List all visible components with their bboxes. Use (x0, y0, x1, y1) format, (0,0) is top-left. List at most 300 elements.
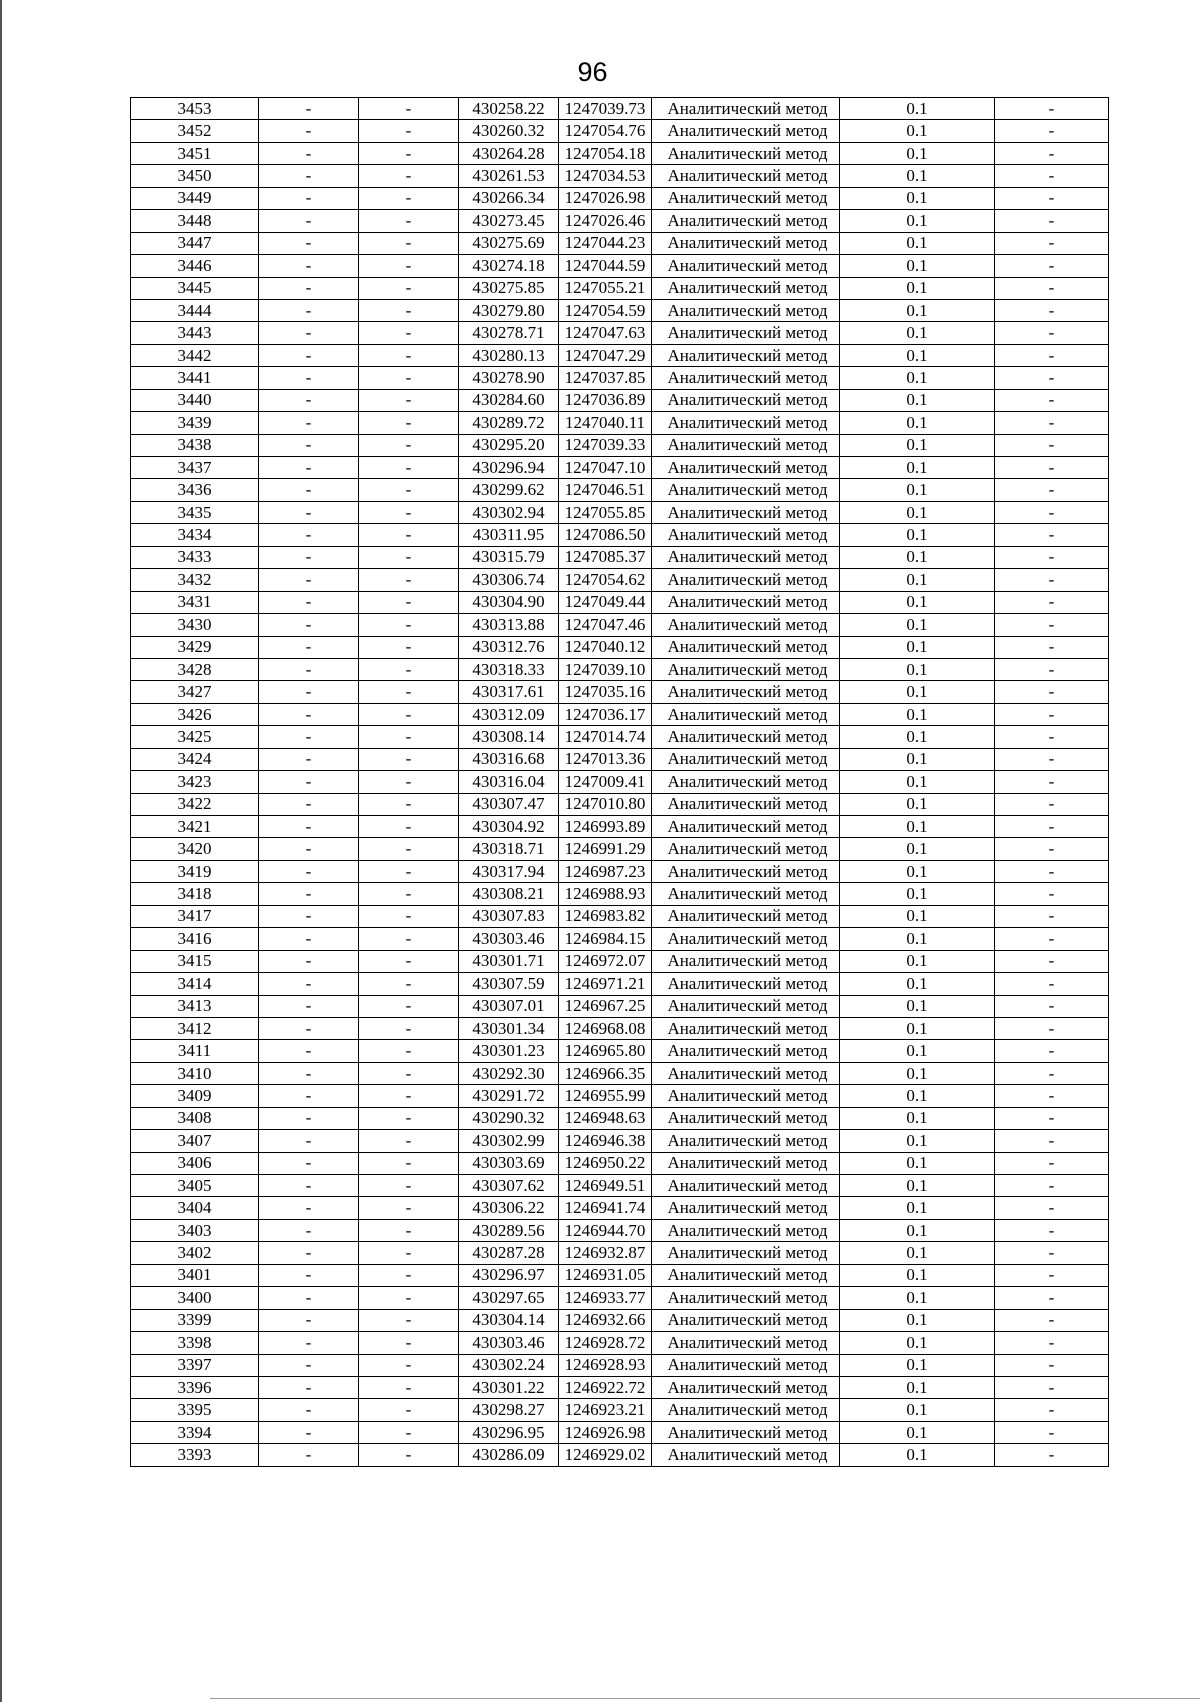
table-row (131, 479, 1109, 501)
dash-cell-b: - (359, 748, 459, 770)
dash-cell-c: - (995, 591, 1109, 613)
dash-cell-a: - (259, 1421, 359, 1443)
method-cell: Аналитический метод (652, 928, 840, 950)
method-cell: Аналитический метод (652, 434, 840, 456)
dash-cell-c: - (995, 1152, 1109, 1174)
accuracy-cell: 0.1 (840, 187, 995, 209)
x-coordinate-cell: 430301.22 (459, 1376, 559, 1398)
point-id-cell: 3426 (131, 703, 259, 725)
y-coordinate-cell: 1247054.18 (559, 142, 652, 164)
x-coordinate-cell: 430260.32 (459, 120, 559, 142)
dash-cell-b: - (359, 501, 459, 523)
point-id-cell: 3442 (131, 344, 259, 366)
dash-cell-b: - (359, 322, 459, 344)
x-coordinate-cell: 430316.04 (459, 771, 559, 793)
accuracy-cell: 0.1 (840, 98, 995, 120)
point-id-cell: 3403 (131, 1219, 259, 1241)
dash-cell-c: - (995, 142, 1109, 164)
dash-cell-b: - (359, 928, 459, 950)
dash-cell-a: - (259, 591, 359, 613)
dash-cell-a: - (259, 501, 359, 523)
dash-cell-a: - (259, 98, 359, 120)
method-cell: Аналитический метод (652, 546, 840, 568)
x-coordinate-cell: 430296.97 (459, 1264, 559, 1286)
table-row (131, 1219, 1109, 1241)
dash-cell-b: - (359, 793, 459, 815)
point-id-cell: 3423 (131, 771, 259, 793)
x-coordinate-cell: 430296.94 (459, 457, 559, 479)
y-coordinate-cell: 1246923.21 (559, 1399, 652, 1421)
y-coordinate-cell: 1247039.10 (559, 658, 652, 680)
dash-cell-b: - (359, 1242, 459, 1264)
point-id-cell: 3412 (131, 1017, 259, 1039)
dash-cell-b: - (359, 524, 459, 546)
dash-cell-a: - (259, 928, 359, 950)
dash-cell-a: - (259, 860, 359, 882)
dash-cell-a: - (259, 1062, 359, 1084)
method-cell: Аналитический метод (652, 905, 840, 927)
accuracy-cell: 0.1 (840, 569, 995, 591)
dash-cell-c: - (995, 658, 1109, 680)
table-row (131, 1085, 1109, 1107)
method-cell: Аналитический метод (652, 1242, 840, 1264)
scan-left-edge (0, 0, 2, 1702)
method-cell: Аналитический метод (652, 1399, 840, 1421)
table-row (131, 1399, 1109, 1421)
dash-cell-c: - (995, 905, 1109, 927)
dash-cell-a: - (259, 187, 359, 209)
point-id-cell: 3452 (131, 120, 259, 142)
x-coordinate-cell: 430301.71 (459, 950, 559, 972)
accuracy-cell: 0.1 (840, 1421, 995, 1443)
dash-cell-c: - (995, 1264, 1109, 1286)
dash-cell-b: - (359, 344, 459, 366)
dash-cell-c: - (995, 1332, 1109, 1354)
table-row (131, 120, 1109, 142)
accuracy-cell: 0.1 (840, 636, 995, 658)
table-row (131, 165, 1109, 187)
dash-cell-c: - (995, 232, 1109, 254)
dash-cell-c: - (995, 479, 1109, 501)
table-row (131, 434, 1109, 456)
dash-cell-a: - (259, 636, 359, 658)
dash-cell-c: - (995, 120, 1109, 142)
dash-cell-b: - (359, 389, 459, 411)
dash-cell-c: - (995, 816, 1109, 838)
point-id-cell: 3446 (131, 255, 259, 277)
table-row (131, 98, 1109, 120)
dash-cell-b: - (359, 98, 459, 120)
dash-cell-b: - (359, 636, 459, 658)
point-id-cell: 3445 (131, 277, 259, 299)
y-coordinate-cell: 1247040.12 (559, 636, 652, 658)
y-coordinate-cell: 1246926.98 (559, 1421, 652, 1443)
dash-cell-c: - (995, 434, 1109, 456)
point-id-cell: 3420 (131, 838, 259, 860)
point-id-cell: 3405 (131, 1175, 259, 1197)
dash-cell-c: - (995, 524, 1109, 546)
dash-cell-b: - (359, 1399, 459, 1421)
dash-cell-a: - (259, 142, 359, 164)
accuracy-cell: 0.1 (840, 1130, 995, 1152)
dash-cell-a: - (259, 277, 359, 299)
table-row (131, 838, 1109, 860)
x-coordinate-cell: 430302.24 (459, 1354, 559, 1376)
point-id-cell: 3407 (131, 1130, 259, 1152)
accuracy-cell: 0.1 (840, 412, 995, 434)
table-row (131, 860, 1109, 882)
y-coordinate-cell: 1247046.51 (559, 479, 652, 501)
table-row (131, 703, 1109, 725)
point-id-cell: 3430 (131, 614, 259, 636)
y-coordinate-cell: 1246967.25 (559, 995, 652, 1017)
method-cell: Аналитический метод (652, 1107, 840, 1129)
dash-cell-a: - (259, 973, 359, 995)
x-coordinate-cell: 430304.14 (459, 1309, 559, 1331)
method-cell: Аналитический метод (652, 726, 840, 748)
dash-cell-a: - (259, 995, 359, 1017)
method-cell: Аналитический метод (652, 389, 840, 411)
accuracy-cell: 0.1 (840, 950, 995, 972)
y-coordinate-cell: 1247049.44 (559, 591, 652, 613)
dash-cell-c: - (995, 950, 1109, 972)
x-coordinate-cell: 430275.85 (459, 277, 559, 299)
point-id-cell: 3431 (131, 591, 259, 613)
accuracy-cell: 0.1 (840, 1444, 995, 1466)
x-coordinate-cell: 430264.28 (459, 142, 559, 164)
table-row (131, 614, 1109, 636)
dash-cell-a: - (259, 457, 359, 479)
dash-cell-c: - (995, 995, 1109, 1017)
method-cell: Аналитический метод (652, 1175, 840, 1197)
accuracy-cell: 0.1 (840, 120, 995, 142)
accuracy-cell: 0.1 (840, 1219, 995, 1241)
dash-cell-b: - (359, 165, 459, 187)
dash-cell-b: - (359, 883, 459, 905)
point-id-cell: 3440 (131, 389, 259, 411)
accuracy-cell: 0.1 (840, 277, 995, 299)
dash-cell-b: - (359, 1421, 459, 1443)
table-row (131, 905, 1109, 927)
accuracy-cell: 0.1 (840, 434, 995, 456)
point-id-cell: 3433 (131, 546, 259, 568)
table-row (131, 210, 1109, 232)
table-row (131, 883, 1109, 905)
method-cell: Аналитический метод (652, 1062, 840, 1084)
accuracy-cell: 0.1 (840, 860, 995, 882)
dash-cell-a: - (259, 950, 359, 972)
x-coordinate-cell: 430295.20 (459, 434, 559, 456)
dash-cell-c: - (995, 277, 1109, 299)
dash-cell-b: - (359, 658, 459, 680)
y-coordinate-cell: 1246946.38 (559, 1130, 652, 1152)
x-coordinate-cell: 430303.46 (459, 928, 559, 950)
point-id-cell: 3413 (131, 995, 259, 1017)
table-row (131, 501, 1109, 523)
y-coordinate-cell: 1247055.21 (559, 277, 652, 299)
method-cell: Аналитический метод (652, 569, 840, 591)
dash-cell-c: - (995, 322, 1109, 344)
method-cell: Аналитический метод (652, 591, 840, 613)
dash-cell-b: - (359, 187, 459, 209)
dash-cell-a: - (259, 883, 359, 905)
dash-cell-a: - (259, 434, 359, 456)
accuracy-cell: 0.1 (840, 1287, 995, 1309)
y-coordinate-cell: 1246929.02 (559, 1444, 652, 1466)
y-coordinate-cell: 1246966.35 (559, 1062, 652, 1084)
x-coordinate-cell: 430278.71 (459, 322, 559, 344)
x-coordinate-cell: 430307.83 (459, 905, 559, 927)
point-id-cell: 3406 (131, 1152, 259, 1174)
accuracy-cell: 0.1 (840, 703, 995, 725)
dash-cell-b: - (359, 703, 459, 725)
point-id-cell: 3432 (131, 569, 259, 591)
y-coordinate-cell: 1247086.50 (559, 524, 652, 546)
table-row (131, 1175, 1109, 1197)
accuracy-cell: 0.1 (840, 299, 995, 321)
dash-cell-a: - (259, 412, 359, 434)
accuracy-cell: 0.1 (840, 479, 995, 501)
dash-cell-b: - (359, 1152, 459, 1174)
table-row (131, 793, 1109, 815)
y-coordinate-cell: 1246987.23 (559, 860, 652, 882)
x-coordinate-cell: 430261.53 (459, 165, 559, 187)
point-id-cell: 3443 (131, 322, 259, 344)
dash-cell-c: - (995, 883, 1109, 905)
dash-cell-a: - (259, 1130, 359, 1152)
dash-cell-a: - (259, 681, 359, 703)
point-id-cell: 3434 (131, 524, 259, 546)
dash-cell-b: - (359, 367, 459, 389)
dash-cell-b: - (359, 434, 459, 456)
y-coordinate-cell: 1246955.99 (559, 1085, 652, 1107)
dash-cell-a: - (259, 905, 359, 927)
table-row (131, 277, 1109, 299)
y-coordinate-cell: 1246928.72 (559, 1332, 652, 1354)
dash-cell-c: - (995, 681, 1109, 703)
y-coordinate-cell: 1246991.29 (559, 838, 652, 860)
y-coordinate-cell: 1246931.05 (559, 1264, 652, 1286)
dash-cell-c: - (995, 1197, 1109, 1219)
accuracy-cell: 0.1 (840, 614, 995, 636)
dash-cell-c: - (995, 973, 1109, 995)
method-cell: Аналитический метод (652, 1287, 840, 1309)
point-id-cell: 3421 (131, 816, 259, 838)
scan-bottom-edge (210, 1698, 1200, 1699)
method-cell: Аналитический метод (652, 344, 840, 366)
x-coordinate-cell: 430308.21 (459, 883, 559, 905)
dash-cell-c: - (995, 1376, 1109, 1398)
dash-cell-c: - (995, 1175, 1109, 1197)
method-cell: Аналитический метод (652, 142, 840, 164)
dash-cell-b: - (359, 277, 459, 299)
point-id-cell: 3408 (131, 1107, 259, 1129)
table-row (131, 995, 1109, 1017)
x-coordinate-cell: 430275.69 (459, 232, 559, 254)
x-coordinate-cell: 430318.33 (459, 658, 559, 680)
x-coordinate-cell: 430316.68 (459, 748, 559, 770)
y-coordinate-cell: 1246928.93 (559, 1354, 652, 1376)
accuracy-cell: 0.1 (840, 322, 995, 344)
method-cell: Аналитический метод (652, 479, 840, 501)
y-coordinate-cell: 1246950.22 (559, 1152, 652, 1174)
table-row (131, 1309, 1109, 1331)
accuracy-cell: 0.1 (840, 793, 995, 815)
dash-cell-a: - (259, 210, 359, 232)
accuracy-cell: 0.1 (840, 771, 995, 793)
dash-cell-c: - (995, 860, 1109, 882)
dash-cell-c: - (995, 367, 1109, 389)
x-coordinate-cell: 430291.72 (459, 1085, 559, 1107)
table-row (131, 748, 1109, 770)
dash-cell-a: - (259, 771, 359, 793)
method-cell: Аналитический метод (652, 860, 840, 882)
table-row (131, 1242, 1109, 1264)
y-coordinate-cell: 1247036.17 (559, 703, 652, 725)
table-row (131, 928, 1109, 950)
accuracy-cell: 0.1 (840, 1332, 995, 1354)
accuracy-cell: 0.1 (840, 995, 995, 1017)
table-row (131, 1332, 1109, 1354)
x-coordinate-cell: 430312.09 (459, 703, 559, 725)
method-cell: Аналитический метод (652, 1130, 840, 1152)
table-row (131, 591, 1109, 613)
dash-cell-b: - (359, 1062, 459, 1084)
y-coordinate-cell: 1247047.63 (559, 322, 652, 344)
dash-cell-b: - (359, 255, 459, 277)
method-cell: Аналитический метод (652, 816, 840, 838)
method-cell: Аналитический метод (652, 524, 840, 546)
y-coordinate-cell: 1246941.74 (559, 1197, 652, 1219)
dash-cell-b: - (359, 457, 459, 479)
method-cell: Аналитический метод (652, 614, 840, 636)
point-id-cell: 3404 (131, 1197, 259, 1219)
table-row (131, 412, 1109, 434)
point-id-cell: 3435 (131, 501, 259, 523)
accuracy-cell: 0.1 (840, 1152, 995, 1174)
dash-cell-a: - (259, 1399, 359, 1421)
dash-cell-a: - (259, 793, 359, 815)
dash-cell-a: - (259, 1197, 359, 1219)
x-coordinate-cell: 430303.69 (459, 1152, 559, 1174)
y-coordinate-cell: 1247047.46 (559, 614, 652, 636)
x-coordinate-cell: 430306.22 (459, 1197, 559, 1219)
table-row (131, 658, 1109, 680)
table-row (131, 1287, 1109, 1309)
table-row (131, 299, 1109, 321)
dash-cell-a: - (259, 255, 359, 277)
accuracy-cell: 0.1 (840, 1197, 995, 1219)
dash-cell-c: - (995, 412, 1109, 434)
table-row (131, 1062, 1109, 1084)
dash-cell-c: - (995, 299, 1109, 321)
dash-cell-a: - (259, 1354, 359, 1376)
x-coordinate-cell: 430278.90 (459, 367, 559, 389)
table-row (131, 1017, 1109, 1039)
accuracy-cell: 0.1 (840, 973, 995, 995)
dash-cell-a: - (259, 367, 359, 389)
dash-cell-a: - (259, 1040, 359, 1062)
y-coordinate-cell: 1247085.37 (559, 546, 652, 568)
dash-cell-b: - (359, 1107, 459, 1129)
dash-cell-a: - (259, 524, 359, 546)
x-coordinate-cell: 430296.95 (459, 1421, 559, 1443)
dash-cell-a: - (259, 1264, 359, 1286)
dash-cell-b: - (359, 1264, 459, 1286)
point-id-cell: 3453 (131, 98, 259, 120)
y-coordinate-cell: 1246922.72 (559, 1376, 652, 1398)
y-coordinate-cell: 1247026.46 (559, 210, 652, 232)
point-id-cell: 3417 (131, 905, 259, 927)
accuracy-cell: 0.1 (840, 726, 995, 748)
table-row (131, 636, 1109, 658)
dash-cell-a: - (259, 1175, 359, 1197)
dash-cell-b: - (359, 546, 459, 568)
dash-cell-a: - (259, 614, 359, 636)
x-coordinate-cell: 430304.90 (459, 591, 559, 613)
x-coordinate-cell: 430307.59 (459, 973, 559, 995)
method-cell: Аналитический метод (652, 165, 840, 187)
x-coordinate-cell: 430289.56 (459, 1219, 559, 1241)
x-coordinate-cell: 430306.74 (459, 569, 559, 591)
point-id-cell: 3441 (131, 367, 259, 389)
point-id-cell: 3437 (131, 457, 259, 479)
y-coordinate-cell: 1246965.80 (559, 1040, 652, 1062)
dash-cell-c: - (995, 98, 1109, 120)
method-cell: Аналитический метод (652, 1040, 840, 1062)
accuracy-cell: 0.1 (840, 1062, 995, 1084)
dash-cell-c: - (995, 1085, 1109, 1107)
table-row (131, 1107, 1109, 1129)
dash-cell-b: - (359, 1376, 459, 1398)
x-coordinate-cell: 430286.09 (459, 1444, 559, 1466)
accuracy-cell: 0.1 (840, 1175, 995, 1197)
method-cell: Аналитический метод (652, 501, 840, 523)
dash-cell-c: - (995, 748, 1109, 770)
y-coordinate-cell: 1247009.41 (559, 771, 652, 793)
point-id-cell: 3416 (131, 928, 259, 950)
accuracy-cell: 0.1 (840, 1309, 995, 1331)
dash-cell-b: - (359, 299, 459, 321)
dash-cell-a: - (259, 838, 359, 860)
accuracy-cell: 0.1 (840, 344, 995, 366)
dash-cell-b: - (359, 412, 459, 434)
dash-cell-b: - (359, 950, 459, 972)
dash-cell-a: - (259, 322, 359, 344)
x-coordinate-cell: 430301.23 (459, 1040, 559, 1062)
point-id-cell: 3397 (131, 1354, 259, 1376)
accuracy-cell: 0.1 (840, 1264, 995, 1286)
table-row (131, 1376, 1109, 1398)
accuracy-cell: 0.1 (840, 210, 995, 232)
x-coordinate-cell: 430299.62 (459, 479, 559, 501)
point-id-cell: 3398 (131, 1332, 259, 1354)
dash-cell-c: - (995, 838, 1109, 860)
dash-cell-b: - (359, 1197, 459, 1219)
dash-cell-a: - (259, 726, 359, 748)
method-cell: Аналитический метод (652, 636, 840, 658)
page-number: 96 (577, 57, 608, 87)
method-cell: Аналитический метод (652, 1309, 840, 1331)
dash-cell-c: - (995, 1107, 1109, 1129)
dash-cell-c: - (995, 726, 1109, 748)
dash-cell-a: - (259, 569, 359, 591)
method-cell: Аналитический метод (652, 255, 840, 277)
x-coordinate-cell: 430279.80 (459, 299, 559, 321)
table-row (131, 255, 1109, 277)
accuracy-cell: 0.1 (840, 1085, 995, 1107)
dash-cell-a: - (259, 546, 359, 568)
